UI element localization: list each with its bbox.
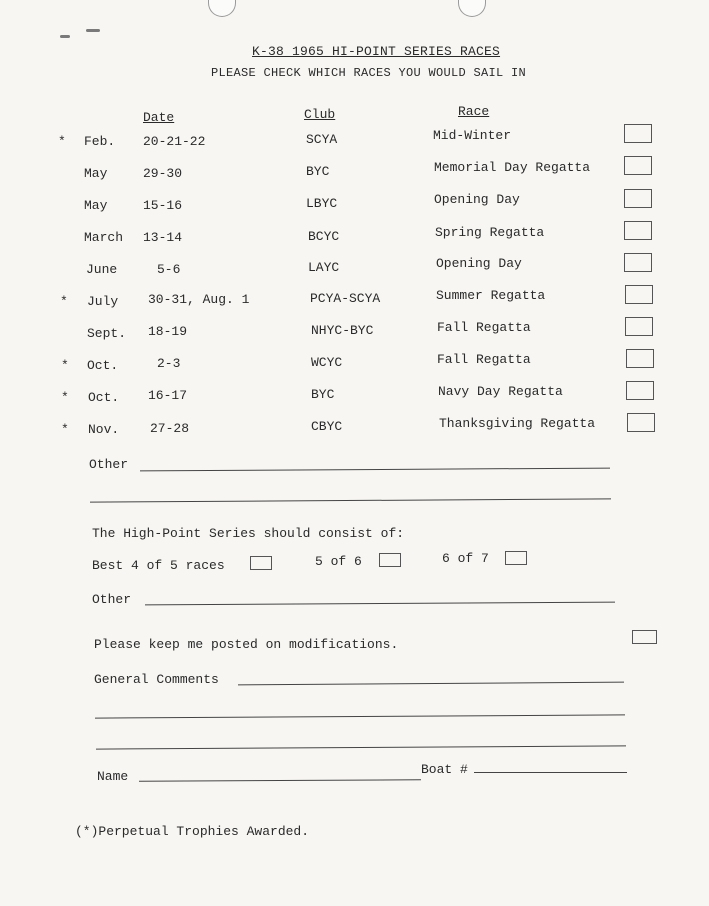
ink-speck xyxy=(60,35,70,38)
race-club: WCYC xyxy=(311,355,343,370)
series-option-label: 6 of 7 xyxy=(442,551,489,566)
race-days: 30-31, Aug. 1 xyxy=(148,292,250,307)
race-row xyxy=(0,352,709,380)
race-row xyxy=(0,320,709,348)
race-club: SCYA xyxy=(306,132,338,147)
race-name: Summer Regatta xyxy=(436,288,546,303)
other-races-field[interactable] xyxy=(140,468,610,472)
race-name: Spring Regatta xyxy=(435,225,545,240)
race-checkbox[interactable] xyxy=(624,124,652,143)
ink-speck xyxy=(86,29,100,32)
race-club: CBYC xyxy=(311,419,343,434)
race-checkbox[interactable] xyxy=(625,285,653,304)
race-row xyxy=(0,160,709,188)
race-checkbox[interactable] xyxy=(624,221,652,240)
race-checkbox[interactable] xyxy=(625,317,653,336)
race-checkbox[interactable] xyxy=(624,253,652,272)
series-option-label: Best 4 of 5 races xyxy=(92,558,225,573)
other-races-field-line-2[interactable] xyxy=(90,498,611,502)
footnote: (*)Perpetual Trophies Awarded. xyxy=(75,824,310,839)
other-series-label: Other xyxy=(92,592,132,607)
boat-number-field[interactable] xyxy=(474,772,627,773)
race-club: BCYC xyxy=(308,229,340,244)
race-days: 29-30 xyxy=(143,166,183,181)
race-name: Fall Regatta xyxy=(437,352,531,367)
keep-posted-checkbox[interactable] xyxy=(632,630,657,644)
race-days: 5-6 xyxy=(157,262,181,277)
race-row xyxy=(0,288,709,316)
boat-number-label: Boat # xyxy=(421,762,468,777)
race-name: Opening Day xyxy=(434,192,520,207)
race-month: Oct. xyxy=(88,390,120,405)
general-comments-field-line-2[interactable] xyxy=(95,714,625,718)
column-header-race: Race xyxy=(458,104,490,119)
race-club: LAYC xyxy=(308,260,340,275)
race-checkbox[interactable] xyxy=(624,156,652,175)
race-row xyxy=(0,384,709,412)
race-row xyxy=(0,256,709,284)
race-month: Sept. xyxy=(87,326,127,341)
name-label: Name xyxy=(97,769,129,784)
race-days: 18-19 xyxy=(148,324,188,339)
race-days: 27-28 xyxy=(150,421,190,436)
race-row xyxy=(0,128,709,156)
race-days: 16-17 xyxy=(148,388,188,403)
trophy-marker: * xyxy=(60,294,68,309)
race-checkbox[interactable] xyxy=(626,349,654,368)
race-checkbox[interactable] xyxy=(627,413,655,432)
race-checkbox[interactable] xyxy=(624,189,652,208)
trophy-marker: * xyxy=(61,390,69,405)
race-row xyxy=(0,192,709,220)
race-name: Mid-Winter xyxy=(433,128,512,143)
series-question: The High-Point Series should consist of: xyxy=(92,526,405,541)
series-option-checkbox[interactable] xyxy=(505,551,527,565)
form-title: K-38 1965 HI-POINT SERIES RACES xyxy=(252,44,501,59)
other-series-field[interactable] xyxy=(145,602,615,606)
race-days: 2-3 xyxy=(157,356,181,371)
column-header-club: Club xyxy=(304,107,336,122)
keep-posted-label: Please keep me posted on modifications. xyxy=(94,637,399,652)
race-month: Feb. xyxy=(84,134,116,149)
general-comments-label: General Comments xyxy=(94,672,219,687)
race-month: Oct. xyxy=(87,358,119,373)
race-month: March xyxy=(84,230,124,245)
general-comments-field[interactable] xyxy=(238,682,624,686)
race-name: Opening Day xyxy=(436,256,522,271)
punch-hole xyxy=(458,0,486,17)
column-header-date: Date xyxy=(143,110,175,125)
other-races-label: Other xyxy=(89,457,129,472)
trophy-marker: * xyxy=(61,358,69,373)
form-subtitle: PLEASE CHECK WHICH RACES YOU WOULD SAIL IN xyxy=(211,66,527,80)
race-club: NHYC-BYC xyxy=(311,323,374,338)
race-month: July xyxy=(87,294,119,309)
race-name: Navy Day Regatta xyxy=(438,384,563,399)
trophy-marker: * xyxy=(58,134,66,149)
name-field[interactable] xyxy=(139,779,421,781)
trophy-marker: * xyxy=(61,422,69,437)
general-comments-field-line-3[interactable] xyxy=(96,745,626,749)
race-row xyxy=(0,416,709,444)
race-checkbox[interactable] xyxy=(626,381,654,400)
race-row xyxy=(0,225,709,252)
race-name: Thanksgiving Regatta xyxy=(439,416,596,431)
race-name: Fall Regatta xyxy=(437,320,531,335)
race-days: 13-14 xyxy=(143,230,183,245)
race-days: 15-16 xyxy=(143,198,183,213)
race-club: BYC xyxy=(311,387,335,402)
race-month: Nov. xyxy=(88,422,120,437)
series-option-label: 5 of 6 xyxy=(315,554,362,569)
race-club: LBYC xyxy=(306,196,338,211)
race-month: May xyxy=(84,198,108,213)
series-option-checkbox[interactable] xyxy=(250,556,272,570)
race-month: June xyxy=(86,262,118,277)
race-days: 20-21-22 xyxy=(143,134,206,149)
series-option-checkbox[interactable] xyxy=(379,553,401,567)
race-club: BYC xyxy=(306,164,330,179)
race-month: May xyxy=(84,166,108,181)
punch-hole xyxy=(208,0,236,17)
race-name: Memorial Day Regatta xyxy=(434,160,591,175)
race-club: PCYA-SCYA xyxy=(310,291,381,306)
